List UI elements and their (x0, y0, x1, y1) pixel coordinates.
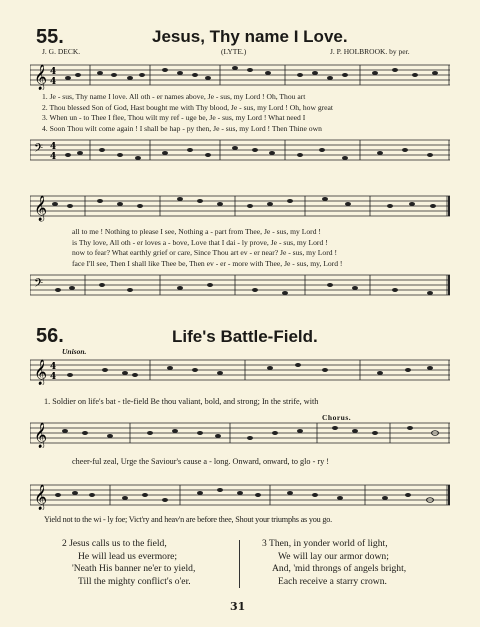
lyric-line: is Thy love, All oth - er loves a - bove, Love that I dai - ly prove, Je - sus, my Lord ! (72, 237, 328, 247)
lyric-line: 2. Thou blessed Son of God, Hast bought me with Thy blood, Je - sus, my Lord ! Oh, how great (42, 102, 333, 112)
hymn-55-staff-2-bass (30, 270, 450, 300)
svg-text:4: 4 (50, 67, 57, 77)
unison-marking: Unison. (62, 347, 87, 356)
hymn-55-staff-1-treble (30, 60, 450, 90)
lyric-line: face I'll see, Then I shall like Thee be, Then ev - er - more with Thee, Je - sus, my, Lord ! (72, 258, 343, 268)
hymn-56-staff-2 (30, 418, 450, 448)
verse-line: 3 Then, in yonder world of light, (262, 538, 388, 549)
hymn-55-staff-2-treble (30, 190, 450, 222)
hymn-56-staff-1 (30, 355, 450, 385)
lyric-line: all to me ! Nothing to please I see, Nothing a - part from Thee, Je - sus, my Lord ! (72, 227, 321, 236)
svg-text:𝄞: 𝄞 (34, 196, 48, 221)
svg-text:𝄢: 𝄢 (34, 142, 44, 158)
verse-line: And, 'mid throngs of angels bright, (272, 563, 407, 574)
hymn-55-tune: (LYTE.) (221, 47, 247, 56)
svg-text:4: 4 (50, 152, 57, 162)
verse-line: 2 Jesus calls us to the field, (62, 538, 167, 549)
hymn-55-staff-1-bass (30, 135, 450, 165)
svg-text:4: 4 (50, 362, 57, 372)
hymn-55-number: 55. (36, 26, 64, 48)
verse-line: Each receive a starry crown. (278, 575, 387, 587)
verse-line: He will lead us evermore; (78, 550, 178, 562)
svg-text:4: 4 (50, 142, 57, 152)
hymn-55-verse-lines-2 (72, 227, 342, 269)
page-number: 31 (230, 600, 246, 613)
hymn-55-title: Jesus, Thy name I Love. (152, 27, 348, 46)
svg-text:𝄞: 𝄞 (34, 423, 48, 448)
lyric-line: 3. When un - to Thee I flee, Thou wilt my ref - uge be, Je - sus, my Lord ! What need I (42, 113, 306, 122)
verse-2 (62, 538, 195, 588)
lyric-line: 4. Soon Thou wilt come again ! I shall be hap - py then, Je - sus, my Lord ! Then Thine own (42, 123, 322, 133)
svg-text:𝄢: 𝄢 (34, 277, 44, 293)
hymn-56-staff-3 (30, 480, 450, 510)
svg-text:𝄞: 𝄞 (34, 485, 48, 510)
verse-3 (262, 538, 406, 588)
hymn-56-number: 56. (36, 325, 64, 347)
lyric-line: 1. Je - sus, Thy name I love. All oth - er names above, Je - sus, my Lord ! Oh, Thou art (42, 92, 306, 101)
hymn-56-title: Life's Battle-Field. (172, 327, 318, 346)
svg-text:𝄞: 𝄞 (34, 360, 48, 385)
lyric-line: now to fear? What earthly grief or care, Since Thou art ev - er near? Je - sus, my Lord ! (72, 248, 337, 257)
svg-text:𝄞: 𝄞 (34, 65, 48, 90)
hymn-55-author: J. G. DECK. (42, 47, 81, 56)
verse-line: We will lay our armor down; (278, 550, 389, 562)
hymn-55-composer: J. P. HOLBROOK. by per. (330, 47, 410, 56)
verse-divider (239, 540, 240, 588)
verse-line: 'Neath His banner ne'er to yield, (72, 563, 196, 574)
chorus-marking: Chorus. (322, 413, 352, 422)
hymn-55-verse-lines-1 (42, 92, 333, 134)
verse-line: Till the mighty conflict's o'er. (78, 575, 191, 587)
hymn-56-lyric-line-2: cheer-ful zeal, Urge the Saviour's cause a - long. Onward, onward, to glo - ry ! (72, 457, 329, 466)
svg-text:4: 4 (50, 77, 57, 87)
svg-text:4: 4 (50, 372, 57, 382)
hymn-56-lyric-line-3: Yield not to the wi - ly foe; Vict'ry and heav'n are before thee, Shout your triumphs as you go. (44, 515, 333, 524)
hymn-56-lyric-line-1: 1. Soldier on life's bat - tle-field Be thou valiant, bold, and strong; In the strife, with (44, 397, 319, 406)
